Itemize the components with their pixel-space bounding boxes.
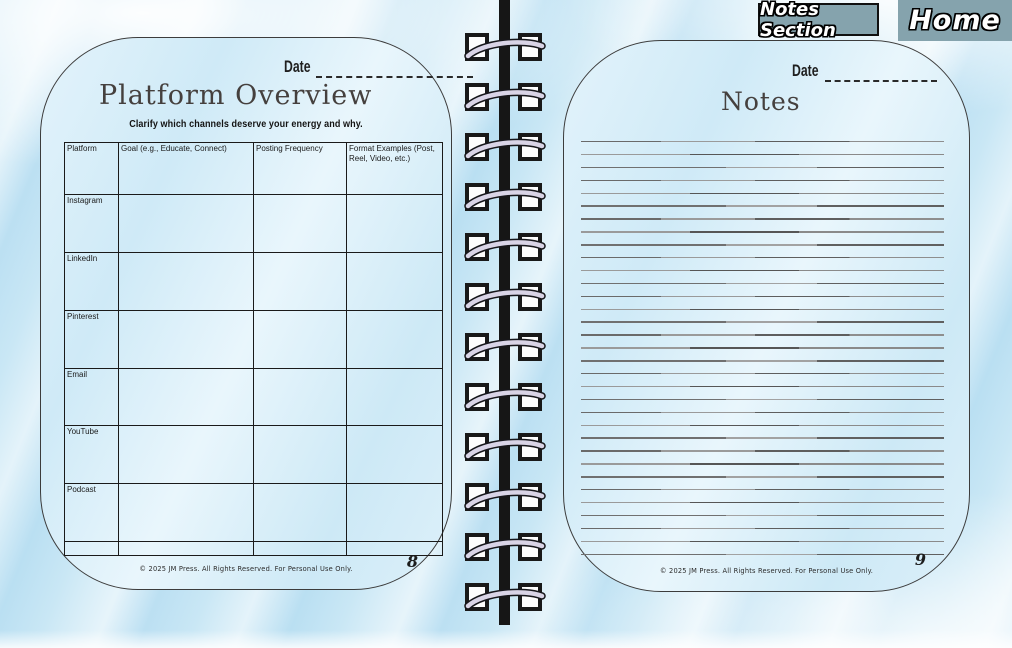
ruled-line <box>581 347 944 348</box>
ruled-line <box>581 334 944 335</box>
ring-wire <box>464 83 546 113</box>
ruled-line <box>581 205 944 206</box>
ring-wire <box>464 433 546 463</box>
date-label: Date <box>792 61 819 80</box>
fill-in-cell <box>254 484 347 542</box>
ruled-line <box>581 283 944 284</box>
date-fill-in-line <box>316 66 473 78</box>
ruled-line <box>581 463 944 464</box>
page-title: Notes <box>721 87 801 116</box>
page-title: Platform Overview <box>99 80 373 111</box>
ruled-line <box>581 296 944 297</box>
ring-wire <box>464 33 546 63</box>
fill-in-cell <box>119 368 254 426</box>
ring-wire <box>464 383 546 413</box>
table-row <box>65 426 443 484</box>
binding-ring <box>464 283 546 313</box>
ring-wire <box>464 183 546 213</box>
date-fill-in-line <box>825 70 937 82</box>
ruled-line <box>581 321 944 322</box>
ruled-line <box>581 373 944 374</box>
table-body <box>65 143 443 556</box>
binding-ring <box>464 33 546 63</box>
ring-wire <box>464 283 546 313</box>
ruled-line <box>581 231 944 232</box>
platform-table <box>64 142 443 556</box>
ruled-line <box>581 437 944 438</box>
ring-wire <box>464 233 546 263</box>
table-row <box>65 195 443 253</box>
ruled-line <box>581 141 944 142</box>
fill-in-cell <box>347 542 443 556</box>
home-button[interactable]: Home <box>898 0 1012 41</box>
fill-in-cell <box>254 368 347 426</box>
fill-in-cell <box>347 252 443 310</box>
fill-in-cell <box>254 542 347 556</box>
platform-name-cell: YouTube <box>65 426 119 484</box>
ring-wire <box>464 583 546 613</box>
ruled-line <box>581 412 944 413</box>
fill-in-cell <box>119 195 254 253</box>
fill-in-cell <box>254 252 347 310</box>
fill-in-cell <box>254 310 347 368</box>
ruled-line <box>581 489 944 490</box>
page-subtitle: Clarify which channels deserve your energy and why. <box>129 118 363 130</box>
ruled-lines-area <box>581 141 944 555</box>
ruled-line <box>581 541 944 542</box>
fill-in-cell <box>347 426 443 484</box>
page-number: 8 <box>406 552 418 571</box>
ruled-line <box>581 218 944 219</box>
binding-ring <box>464 533 546 563</box>
binding-ring <box>464 433 546 463</box>
fill-in-cell <box>254 426 347 484</box>
ruled-line <box>581 528 944 529</box>
binding-ring <box>464 383 546 413</box>
fill-in-cell <box>119 426 254 484</box>
fill-in-cell <box>347 310 443 368</box>
fill-in-cell <box>254 195 347 253</box>
fill-in-cell <box>119 310 254 368</box>
ruled-line <box>581 515 944 516</box>
table-row <box>65 542 443 556</box>
fill-in-cell <box>347 195 443 253</box>
fill-in-cell <box>347 484 443 542</box>
table-row <box>65 252 443 310</box>
ruled-line <box>581 502 944 503</box>
ruled-line <box>581 425 944 426</box>
table-row <box>65 310 443 368</box>
platform-name-cell: Podcast <box>65 484 119 542</box>
table-header-cell: Format Examples (Post, Reel, Video, etc.) <box>347 143 443 195</box>
binding-ring <box>464 583 546 613</box>
ruled-line <box>581 309 944 310</box>
table-header-cell: Platform <box>65 143 119 195</box>
platform-name-cell: Pinterest <box>65 310 119 368</box>
binding-ring <box>464 83 546 113</box>
binding-ring <box>464 333 546 363</box>
notes-section-button[interactable]: Notes Section <box>758 3 879 36</box>
platform-name-cell: Instagram <box>65 195 119 253</box>
fill-in-cell <box>119 484 254 542</box>
ring-wire <box>464 533 546 563</box>
planner-page-left <box>40 37 452 590</box>
ruled-line <box>581 167 944 168</box>
platform-name-cell: Email <box>65 368 119 426</box>
ruled-line <box>581 360 944 361</box>
ring-wire <box>464 483 546 513</box>
ring-wire <box>464 333 546 363</box>
page-number: 9 <box>914 550 926 569</box>
planner-page-right <box>563 40 970 592</box>
fill-in-cell <box>119 252 254 310</box>
ruled-line <box>581 257 944 258</box>
ring-wire <box>464 133 546 163</box>
binding-ring <box>464 233 546 263</box>
binding-ring <box>464 133 546 163</box>
platform-name-cell: LinkedIn <box>65 252 119 310</box>
ruled-line <box>581 270 944 271</box>
ruled-line <box>581 154 944 155</box>
table-header-cell: Goal (e.g., Educate, Connect) <box>119 143 254 195</box>
binding-ring <box>464 483 546 513</box>
ruled-line <box>581 180 944 181</box>
date-label: Date <box>284 57 311 76</box>
fill-in-cell <box>347 368 443 426</box>
binding-ring <box>464 183 546 213</box>
table-header-cell: Posting Frequency <box>254 143 347 195</box>
ruled-line <box>581 193 944 194</box>
platform-name-cell <box>65 542 119 556</box>
copyright-footer: © 2025 JM Press. All Rights Reserved. For Personal Use Only. <box>659 567 874 575</box>
ruled-line <box>581 244 944 245</box>
ruled-line <box>581 476 944 477</box>
table-row <box>65 368 443 426</box>
ruled-line <box>581 554 944 555</box>
ruled-line <box>581 386 944 387</box>
ruled-line <box>581 399 944 400</box>
fill-in-cell <box>119 542 254 556</box>
ruled-line <box>581 450 944 451</box>
table-row <box>65 484 443 542</box>
copyright-footer: © 2025 JM Press. All Rights Reserved. For Personal Use Only. <box>139 565 353 573</box>
